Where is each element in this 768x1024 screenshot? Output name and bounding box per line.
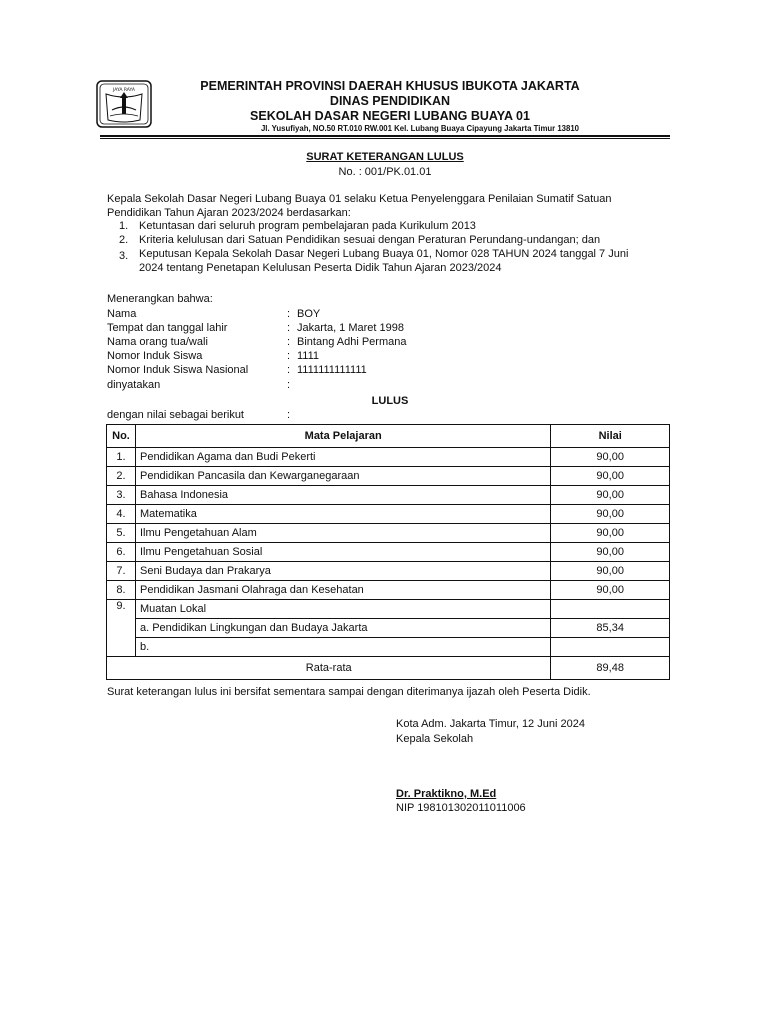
field-value-nisn: 1111111111111 — [297, 364, 367, 376]
signature-role: Kepala Sekolah — [396, 733, 474, 745]
row-subject: Ilmu Pengetahuan Sosial — [135, 543, 550, 562]
table-row — [107, 543, 670, 562]
row-subject: Bahasa Indonesia — [135, 486, 550, 505]
provisional-note: Surat keterangan lulus ini bersifat sementara sampai dengan diterimanya ijazah oleh Peserta Didik. — [107, 686, 591, 698]
header-no: No. — [107, 425, 136, 448]
row-subject: b. — [135, 638, 550, 657]
row-no-empty — [107, 619, 136, 638]
row-subject: a. Pendidikan Lingkungan dan Budaya Jakarta — [135, 619, 550, 638]
signature-name: Dr. Praktikno, M.Ed — [396, 788, 497, 800]
basis-text-1: Ketuntasan dari seluruh program pembelajaran pada Kurikulum 2013 — [139, 220, 476, 232]
row-no: 8. — [107, 581, 136, 600]
field-colon: : — [287, 308, 291, 320]
table-row — [107, 562, 670, 581]
table-row-local-a — [107, 619, 670, 638]
field-value-nis: 1111 — [297, 350, 320, 362]
row-score: 90,00 — [551, 524, 670, 543]
table-row — [107, 505, 670, 524]
row-no: 1. — [107, 448, 136, 467]
row-subject: Matematika — [135, 505, 550, 524]
average-label: Rata-rata — [107, 657, 551, 680]
row-score: 90,00 — [551, 467, 670, 486]
grades-intro: dengan nilai sebagai berikut — [107, 409, 244, 421]
row-no: 4. — [107, 505, 136, 524]
field-label-nisn: Nomor Induk Siswa Nasional — [107, 364, 249, 376]
letterhead-government: PEMERINTAH PROVINSI DAERAH KHUSUS IBUKOTA JAKARTA — [200, 79, 580, 93]
signature-nip: NIP 198101302011011006 — [396, 802, 526, 814]
row-no-empty — [107, 638, 136, 657]
signature-place-date: Kota Adm. Jakarta Timur, 12 Juni 2024 — [396, 718, 585, 730]
declares-label: Menerangkan bahwa: — [107, 293, 213, 305]
table-row-local-b — [107, 638, 670, 657]
table-row — [107, 467, 670, 486]
row-score: 90,00 — [551, 486, 670, 505]
intro-line-1: Kepala Sekolah Dasar Negeri Lubang Buaya 01 selaku Ketua Penyelenggara Penilaian Sumatif Satuan — [107, 193, 612, 205]
table-row — [107, 581, 670, 600]
field-label-nis: Nomor Induk Siswa — [107, 350, 203, 362]
field-colon: : — [287, 322, 291, 334]
row-no: 5. — [107, 524, 136, 543]
row-no: 7. — [107, 562, 136, 581]
field-value-birth: Jakarta, 1 Maret 1998 — [297, 322, 405, 334]
field-value-parent: Bintang Adhi Permana — [297, 336, 407, 348]
row-no: 6. — [107, 543, 136, 562]
header-score: Nilai — [551, 425, 670, 448]
status-result: LULUS — [371, 395, 409, 407]
row-score — [551, 638, 670, 657]
row-score — [551, 600, 670, 619]
basis-text-2: Kriteria kelulusan dari Satuan Pendidikan sesuai dengan Peraturan Perundang-undangan; dan — [139, 234, 601, 246]
row-score: 90,00 — [551, 448, 670, 467]
field-colon: : — [287, 336, 291, 348]
letterhead-department: DINAS PENDIDIKAN — [329, 94, 451, 108]
row-subject: Pendidikan Agama dan Budi Pekerti — [135, 448, 550, 467]
document-title: SURAT KETERANGAN LULUS — [306, 151, 464, 163]
row-subject: Muatan Lokal — [135, 600, 550, 619]
row-subject: Seni Budaya dan Prakarya — [135, 562, 550, 581]
letterhead-address: Jl. Yusufiyah, NO.50 RT.010 RW.001 Kel. Lubang Buaya Cipayung Jakarta Timur 13810 — [260, 124, 580, 133]
row-subject: Pendidikan Pancasila dan Kewarganegaraan — [135, 467, 550, 486]
field-colon: : — [287, 350, 291, 362]
row-score: 85,34 — [551, 619, 670, 638]
table-row — [107, 524, 670, 543]
field-label-parent: Nama orang tua/wali — [107, 336, 208, 348]
document-number: No. : 001/PK.01.01 — [338, 166, 432, 178]
table-row — [107, 448, 670, 467]
letterhead-rule-thin — [100, 138, 670, 139]
table-row-local-title — [107, 600, 670, 619]
header-subject: Mata Pelajaran — [135, 425, 550, 448]
row-score: 90,00 — [551, 581, 670, 600]
grades-table — [106, 424, 670, 680]
basis-num-2: 2. — [119, 234, 129, 246]
row-subject: Ilmu Pengetahuan Alam — [135, 524, 550, 543]
field-label-name: Nama — [107, 308, 137, 320]
basis-text-3-cont: 2024 tentang Penetapan Kelulusan Peserta Didik Tahun Ajaran 2023/2024 — [139, 262, 502, 274]
letterhead-school: SEKOLAH DASAR NEGERI LUBANG BUAYA 01 — [250, 109, 530, 123]
field-label-birth: Tempat dan tanggal lahir — [107, 322, 228, 334]
table-header-row — [107, 425, 670, 448]
row-no: 9. — [107, 600, 136, 619]
letterhead-rule-thick — [100, 135, 670, 137]
field-value-name: BOY — [297, 308, 321, 320]
basis-text-3: Keputusan Kepala Sekolah Dasar Negeri Lubang Buaya 01, Nomor 028 TAHUN 2024 tanggal 7 Juni — [139, 248, 629, 260]
basis-num-3: 3. — [119, 250, 129, 262]
row-score: 90,00 — [551, 505, 670, 524]
intro-line-2: Pendidikan Tahun Ajaran 2023/2024 berdasarkan: — [107, 207, 351, 219]
row-no: 2. — [107, 467, 136, 486]
field-colon: : — [287, 364, 291, 376]
jakarta-emblem-logo — [96, 80, 152, 128]
row-score: 90,00 — [551, 562, 670, 581]
table-row-average — [107, 657, 670, 680]
row-score: 90,00 — [551, 543, 670, 562]
field-colon: : — [287, 409, 291, 421]
field-colon: : — [287, 379, 291, 391]
table-row — [107, 486, 670, 505]
basis-num-1: 1. — [119, 220, 129, 232]
field-label-declared: dinyatakan — [107, 379, 161, 391]
average-value: 89,48 — [551, 657, 670, 680]
svg-text:JAYA RAYA: JAYA RAYA — [112, 88, 136, 93]
row-no: 3. — [107, 486, 136, 505]
row-subject: Pendidikan Jasmani Olahraga dan Kesehatan — [135, 581, 550, 600]
